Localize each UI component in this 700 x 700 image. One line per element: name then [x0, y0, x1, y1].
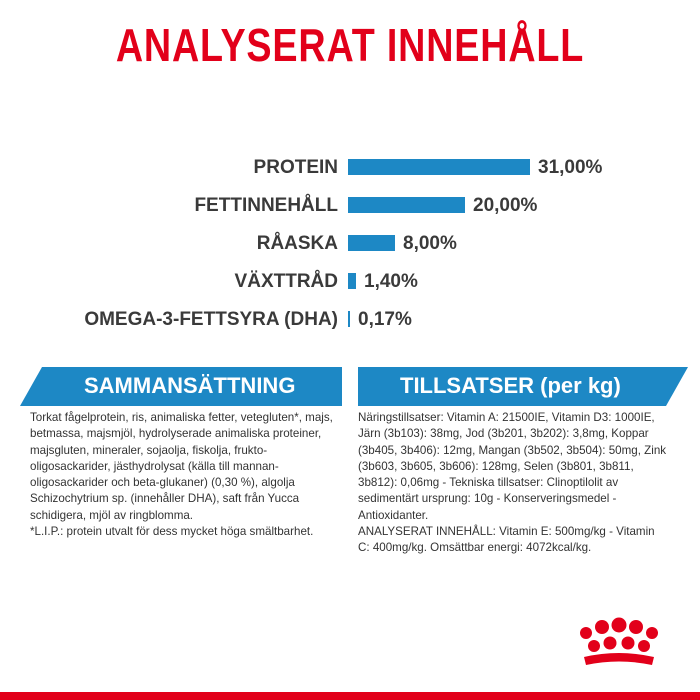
chart-row [0, 188, 700, 226]
category-label: FETTINNEHÅLL [194, 195, 338, 216]
value-label: 1,40% [364, 271, 418, 292]
nutrient-bar-chart [0, 150, 700, 350]
chart-row [0, 150, 700, 188]
value-label: 31,00% [538, 157, 603, 178]
composition-text: Torkat fågelprotein, ris, animaliska fetter, vetegluten*, majs, betmassa, majsmjöl, hydrolyserade animaliska proteiner, majsgluten, mineraler, sojaolja, fiskolja, frukto-oligosackarider, jästhydrolysat (källa till mannan-oligosackarider och beta-glukaner) (0,30 %), algolja Schizochytrium sp. (innehåller DHA), saft från Yucca schidigera, mjöl av ringblomma. *L.I.P.: protein utvalt för dess mycket höga smältbarhet. [30, 411, 333, 539]
value-bar [348, 159, 530, 175]
page-title: ANALYSERAT INNEHÅLL [115, 19, 585, 71]
royal-canin-crown-icon [574, 615, 664, 677]
composition-header-corner [20, 367, 42, 406]
additives-header [358, 367, 666, 406]
additives-text: Näringstillsatser: Vitamin A: 21500IE, Vitamin D3: 1000IE, Järn (3b103): 38mg, Jod (3b201, 3b202): 3,8mg, Koppar (3b405, 3b406): 12mg, Mangan (3b502, 3b504): 50mg, Zink (3b603, 3b605, 3b606): 128mg, Selen (3b801, 3b811, 3b812): 0,06mg - Tekniska tillsatser: Clinoptilolit av sedimentärt ursprung: 10g - Konserveringsmedel - Antioxidanter. ANALYSERAT INNEHÅLL: Vitamin E: 500mg/kg - Vitamin C: 400mg/kg. Omsättbar energi: 4072kcal/kg. [358, 411, 667, 555]
category-label: RÅASKA [256, 233, 338, 254]
value-label: 0,17% [358, 309, 412, 330]
value-bar [348, 197, 465, 213]
category-label: VÄXTTRÅD [234, 271, 338, 292]
composition-header [42, 367, 342, 406]
additives-header-corner [666, 367, 688, 406]
bottom-brand-rule [0, 692, 700, 700]
composition-header-label: SAMMANSÄTTNING [84, 373, 296, 398]
value-label: 8,00% [403, 233, 457, 254]
additives-header-label: TILLSATSER (per kg) [400, 373, 621, 398]
value-bar [348, 311, 350, 327]
value-bar [348, 273, 356, 289]
value-bar [348, 235, 395, 251]
chart-row [0, 226, 700, 264]
category-label: PROTEIN [253, 157, 338, 178]
category-label: OMEGA-3-FETTSYRA (DHA) [84, 309, 338, 330]
chart-row [0, 302, 700, 340]
chart-row [0, 264, 700, 302]
value-label: 20,00% [473, 195, 538, 216]
